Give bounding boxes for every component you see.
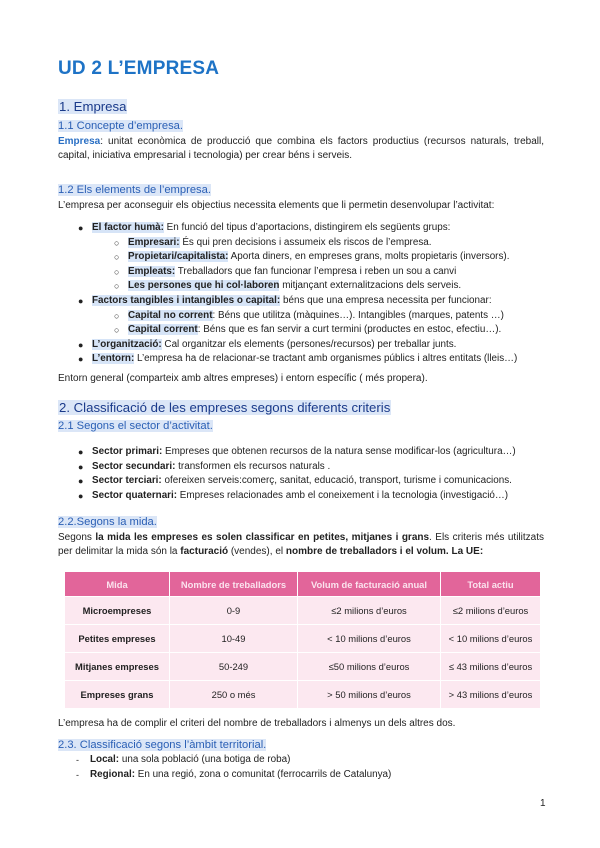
empresa-definition: Empresa: unitat econòmica de producció que combina els factors productius (recursos naturals, treball, capital, iniciativa empresarial i tecnologia) per crear béns i serveis. bbox=[58, 136, 544, 162]
subheading-sector: 2.1 Segons el sector d’activitat. bbox=[58, 420, 213, 432]
page-number: 1 bbox=[540, 798, 546, 809]
list-item: - Local: una sola població (una botiga de roba) bbox=[76, 754, 291, 765]
table-cell: Mitjanes empreses bbox=[65, 653, 170, 681]
list-item: ● Factors tangibles i intangibles o capital: béns que una empresa necessita per funcionar: bbox=[78, 294, 492, 306]
table-header-cell: Nombre de treballadors bbox=[170, 572, 298, 597]
sectors-list bbox=[58, 445, 548, 503]
table-cell: ≤2 milions d’euros bbox=[298, 597, 441, 625]
subheading-ambit: 2.3. Classificació segons l’àmbit territorial. bbox=[58, 739, 267, 751]
table-cell: > 43 milions d’euros bbox=[441, 681, 541, 709]
table-header-row bbox=[65, 572, 541, 597]
table-cell: Petites empreses bbox=[65, 625, 170, 653]
ue-size-table bbox=[64, 571, 541, 709]
list-item: ● L’organització: Cal organitzar els elements (persones/recursos) per treballar junts. bbox=[78, 338, 457, 350]
heading-empresa: 1. Empresa bbox=[59, 99, 127, 114]
table-cell: Microempreses bbox=[65, 597, 170, 625]
elements-intro: L’empresa per aconseguir els objectius necessita elements que li permetin desenvolupar l’activitat: bbox=[58, 200, 495, 211]
table-cell: < 10 milions d’euros bbox=[298, 625, 441, 653]
list-item: ● El factor humà: En funció del tipus d’aportacions, distingirem els següents grups: bbox=[78, 222, 451, 233]
elements-list bbox=[58, 221, 548, 367]
table-row bbox=[65, 625, 541, 653]
table-cell: ≤2 milions d’euros bbox=[441, 597, 541, 625]
list-item: ● Sector secundari: transformen els recursos naturals . bbox=[78, 460, 331, 472]
list-item: ○ Propietari/capitalista: Aporta diners, en empreses grans, molts propietaris (inversors). bbox=[114, 251, 510, 263]
list-item: ● L’entorn: L’empresa ha de relacionar-se tractant amb organismes públics i altres entitats (lleis…) bbox=[78, 353, 518, 365]
table-cell: < 10 milions d’euros bbox=[441, 625, 541, 653]
list-item: ○ Les persones que hi col·laboren mitjançant externalitzacions dels serveis. bbox=[114, 280, 462, 292]
ambit-list bbox=[58, 753, 548, 782]
table-cell: 10-49 bbox=[170, 625, 298, 653]
table-row bbox=[65, 653, 541, 681]
table-cell: > 50 milions d’euros bbox=[298, 681, 441, 709]
subheading-elements: 1.2 Els elements de l’empresa. bbox=[58, 184, 211, 196]
list-item: ● Sector terciari: ofereixen serveis:comerç, sanitat, educació, transport, turisme i comunicacions. bbox=[78, 475, 512, 487]
list-item: ○ Empresari: És qui pren decisions i assumeix els riscos de l’empresa. bbox=[114, 236, 432, 248]
table-cell: 250 o més bbox=[170, 681, 298, 709]
table-cell: 50-249 bbox=[170, 653, 298, 681]
table-cell: Empreses grans bbox=[65, 681, 170, 709]
list-item: - Regional: En una regió, zona o comunitat (ferrocarrils de Catalunya) bbox=[76, 768, 392, 780]
table-header-cell: Mida bbox=[65, 572, 170, 597]
list-item: ● Sector quaternari: Empreses relacionades amb el coneixement i la tecnologia (investigació…) bbox=[78, 489, 509, 501]
list-item: ○ Capital corrent: Béns que es fan servir a curt termini (productes en estoc, efectiu…). bbox=[114, 324, 502, 336]
criteri-note: L’empresa ha de complir el criteri del nombre de treballadors i almenys un dels altres dos. bbox=[58, 718, 456, 729]
document-title: UD 2 L’EMPRESA bbox=[58, 58, 220, 79]
table-header-cell: Total actiu bbox=[441, 572, 541, 597]
table-row bbox=[65, 597, 541, 625]
table-cell: ≤50 milions d’euros bbox=[298, 653, 441, 681]
table-cell: 0-9 bbox=[170, 597, 298, 625]
table-row bbox=[65, 681, 541, 709]
heading-classificacio: 2. Classificació de les empreses segons diferents criteris bbox=[59, 400, 391, 415]
mida-paragraph: Segons la mida les empreses es solen classificar en petites, mitjanes i grans. Els criteris més utilitzats per delimitar la mida són la facturació (vendes), el nombre de treballadors i el volum. La UE: bbox=[58, 532, 544, 558]
list-item: ○ Empleats: Treballadors que fan funcionar l’empresa i reben un sou a canvi bbox=[114, 265, 457, 277]
list-item: ● Sector primari: Empreses que obtenen recursos de la natura sense modificar-los (agricultura…) bbox=[78, 446, 516, 457]
entorn-note: Entorn general (comparteix amb altres empreses) i entorn específic ( més propera). bbox=[58, 373, 428, 384]
table-header-cell: Volum de facturació anual bbox=[298, 572, 441, 597]
subheading-concepte: 1.1 Concepte d’empresa. bbox=[58, 120, 184, 132]
table-cell: ≤ 43 milions d’euros bbox=[441, 653, 541, 681]
list-item: ○ Capital no corrent: Béns que utilitza (màquines…). Intangibles (marques, patents …) bbox=[114, 309, 504, 321]
subheading-mida: 2.2.Segons la mida. bbox=[58, 516, 157, 528]
